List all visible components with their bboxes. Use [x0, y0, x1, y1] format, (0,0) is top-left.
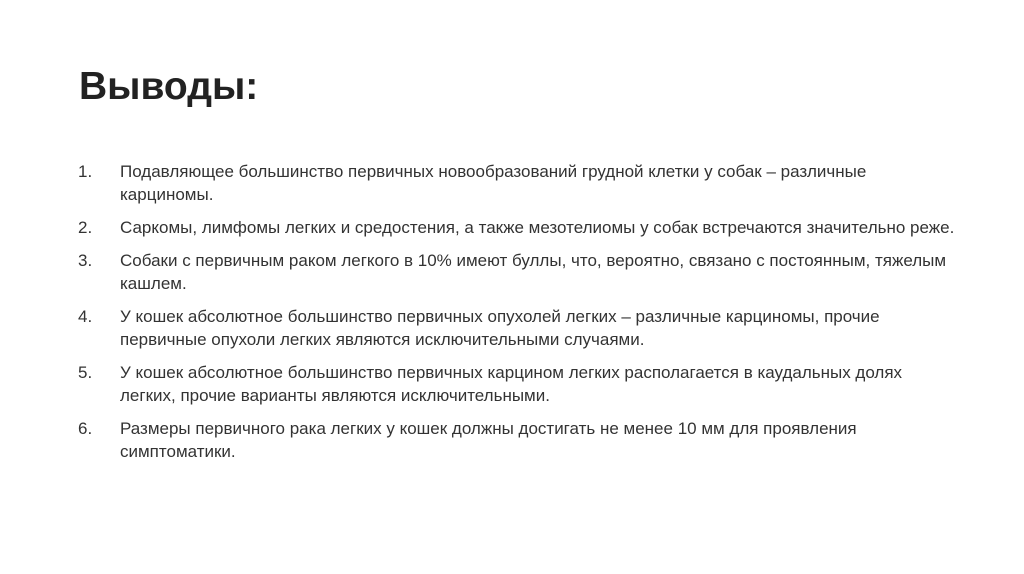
list-item-number: 5.	[78, 363, 93, 382]
list-item-number: 3.	[78, 251, 93, 270]
list-item	[78, 417, 958, 463]
list-item	[78, 305, 958, 351]
list-item-text: Саркомы, лимфомы легких и средостения, а также мезотелиомы у собак встречаются значительно реже.	[120, 218, 955, 237]
list-item-text: У кошек абсолютное большинство первичных карцином легких располагается в каудальных долях легких, прочие варианты являются исключительными.	[120, 363, 903, 405]
list-item-number: 6.	[78, 419, 93, 438]
list-item	[78, 216, 958, 239]
list-item	[78, 361, 958, 407]
list-item-number: 2.	[78, 218, 93, 237]
slide-title: Выводы:	[79, 65, 259, 108]
list-item-text: Подавляющее большинство первичных новообразований грудной клетки у собак – различные карциномы.	[120, 162, 867, 204]
conclusions-list	[78, 160, 958, 473]
list-item-text: Собаки с первичным раком легкого в 10% имеют буллы, что, вероятно, связано с постоянным, тяжелым кашлем.	[120, 251, 947, 293]
list-item-number: 1.	[78, 162, 93, 181]
list-item-number: 4.	[78, 307, 93, 326]
list-item-text: Размеры первичного рака легких у кошек должны достигать не менее 10 мм для проявления симптоматики.	[120, 419, 857, 461]
list-item-text: У кошек абсолютное большинство первичных опухолей легких – различные карциномы, прочие первичные опухоли легких являются исключительными случаями.	[120, 307, 880, 349]
list-item	[78, 160, 958, 206]
list-item	[78, 249, 958, 295]
